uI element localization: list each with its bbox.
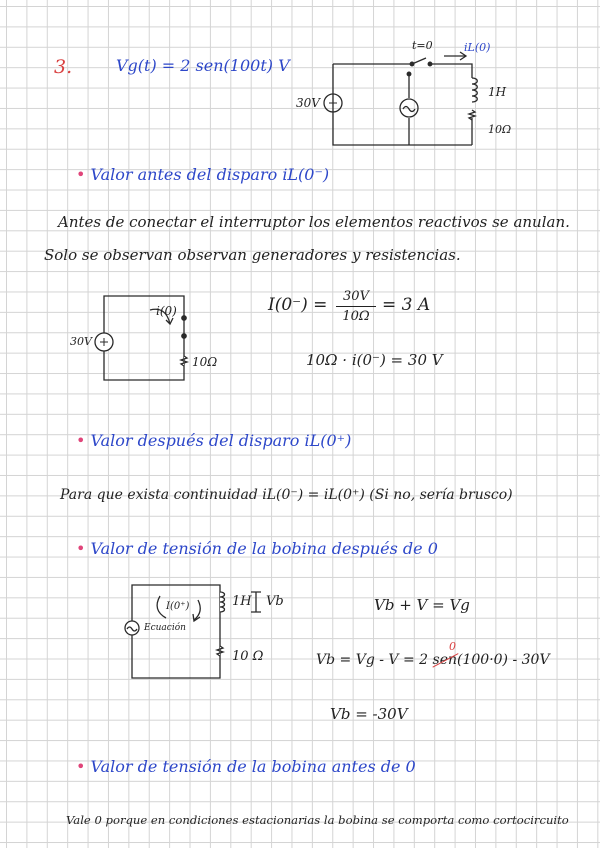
section-2-line: Para que exista continuidad iL(0⁻) = iL(0⁺) (Si no, sería brusco) xyxy=(60,487,513,503)
section-3-heading: • Valor de tensión de la bobina después de 0 xyxy=(76,539,438,558)
inductor-label: 1H xyxy=(488,85,507,99)
circuit-3-vb-label: Vb xyxy=(266,594,284,609)
eq1-denominator: 10Ω xyxy=(342,309,370,324)
eq1-numerator: 30V xyxy=(343,289,369,304)
circuit-3-source-label: Ecuación xyxy=(144,623,186,633)
eq2: 10Ω · i(0⁻) = 30 V xyxy=(306,351,443,369)
eq4-zero-mark: 0 xyxy=(449,640,456,653)
section-4-heading: • Valor de tensión de la bobina antes de 0 xyxy=(76,757,416,776)
circuit-2-resistor-label: 10Ω xyxy=(192,355,218,369)
eq1-lhs: I(0⁻) = xyxy=(268,295,328,315)
section-2-heading: • Valor después del disparo iL(0⁺) xyxy=(76,431,352,450)
eq4: Vb = Vg - V = 2 sen(100·0) - 30V xyxy=(316,652,550,668)
struck-sen: sen xyxy=(432,652,458,668)
section-1-line-1: Antes de conectar el interruptor los elementos reactivos se anulan. xyxy=(58,213,570,231)
circuit-3-resistor-label: 10 Ω xyxy=(232,649,264,664)
switch-label: t=0 xyxy=(412,39,433,52)
section-4-line: Vale 0 porque en condiciones estacionarias la bobina se comporta como cortocircuito xyxy=(66,813,569,827)
dc-source-label: 30V xyxy=(296,96,320,110)
current-label: iL(0) xyxy=(464,41,491,54)
source-equation: Vg(t) = 2 sen(100t) V xyxy=(116,56,290,75)
resistor-label: 10Ω xyxy=(488,123,512,136)
eq5: Vb = -30V xyxy=(330,705,408,723)
circuit-3-inductor-label: 1H xyxy=(232,594,252,609)
problem-number: 3. xyxy=(54,56,73,78)
circuit-2-source-label: 30V xyxy=(70,335,92,348)
eq1-rhs: = 3 A xyxy=(382,295,431,315)
eq3: Vb + V = Vg xyxy=(374,596,470,614)
circuit-2-current-label: i(0) xyxy=(156,304,177,318)
circuit-3-current-label: I(0⁺) xyxy=(166,601,190,612)
section-1-line-2: Solo se observan observan generadores y resistencias. xyxy=(44,246,461,264)
section-1-heading: • Valor antes del disparo iL(0⁻) xyxy=(76,165,330,184)
